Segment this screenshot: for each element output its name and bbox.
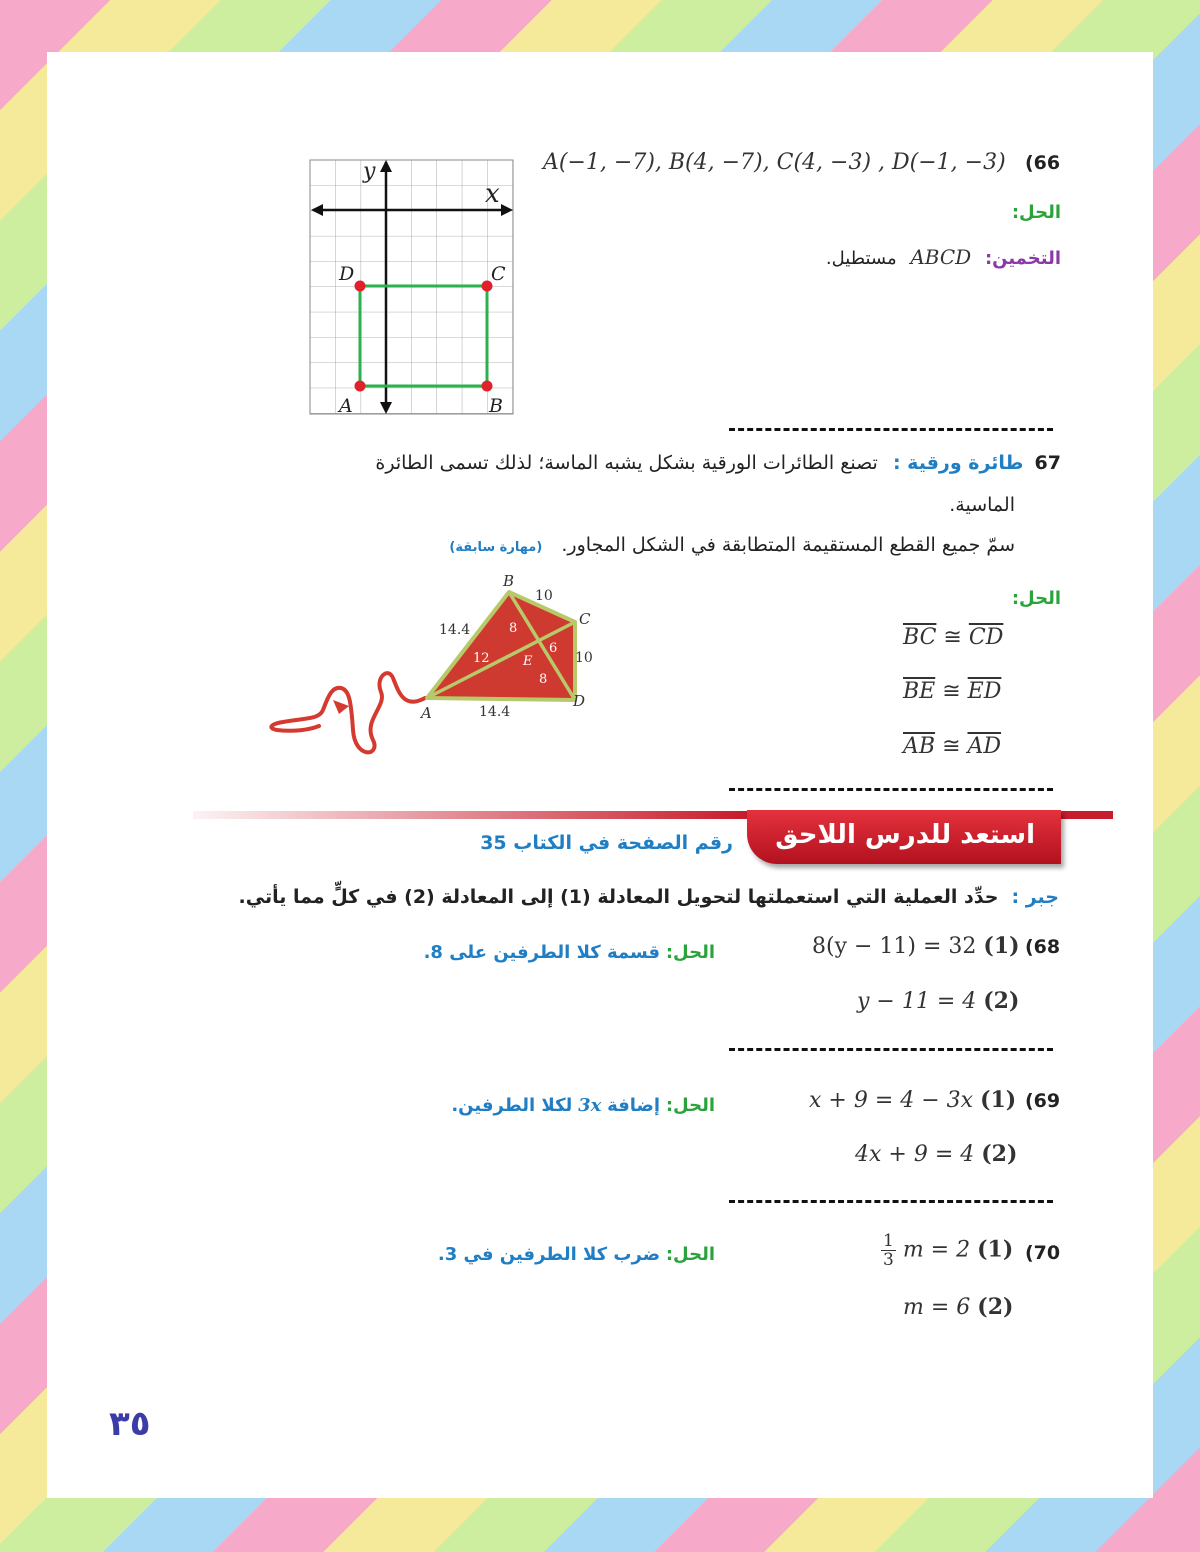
- q66-conjecture-var: ABCD: [910, 245, 972, 269]
- q67-answer-3: [903, 734, 1001, 759]
- point-b: [482, 381, 493, 392]
- answer-3-left: $\overline{AB}$: [903, 734, 936, 759]
- page-number: ٣٥: [109, 1404, 151, 1444]
- answer-1-right: $\overline{CD}$: [968, 625, 1004, 650]
- q66-conjecture: [826, 245, 1061, 269]
- intro-topic: جبر :: [1011, 886, 1059, 908]
- banner: [747, 810, 1061, 864]
- q69-solution-var: 3x: [578, 1095, 602, 1116]
- answer-2-right: $\overline{ED}$: [967, 679, 1002, 704]
- side-ad-length: 14.4: [479, 704, 511, 720]
- q69-eq2: [855, 1141, 1017, 1167]
- x-axis-label: x: [485, 179, 500, 209]
- document-page: [47, 52, 1153, 1498]
- q66-points: A(−1, −7), B(4, −7), C(4, −3) , D(−1, −3): [543, 150, 1006, 175]
- label-d: D: [339, 263, 355, 285]
- answer-1-symbol: ≅: [943, 625, 962, 650]
- q66-graph: [309, 158, 519, 418]
- q67-number: 67: [1034, 452, 1061, 474]
- kite-label-a: A: [421, 704, 432, 722]
- answer-3-symbol: ≅: [942, 734, 961, 759]
- q70-fraction: [881, 1232, 896, 1269]
- q67-solution-label: الحل:: [1011, 588, 1061, 609]
- coordinate-grid: [309, 158, 519, 418]
- q68-solution: [424, 942, 715, 963]
- segment-ae-length: 12: [473, 651, 490, 666]
- kite-tail: [271, 673, 425, 752]
- q69-eq2-expr: 4x + 9 = 4: [855, 1142, 975, 1167]
- divider: [729, 1048, 1053, 1051]
- side-ab-length: 14.4: [439, 622, 471, 638]
- q69-eq1-tag: (1): [980, 1087, 1017, 1113]
- kite-label-b: B: [503, 572, 515, 590]
- q70-eq2-tag: (2): [977, 1294, 1014, 1320]
- q70-eq1-tag: (1): [977, 1236, 1014, 1263]
- q67-skill-tag: (مهارة سابقة): [449, 540, 543, 555]
- q67-text-line1: تصنع الطائرات الورقية بشكل يشبه الماسة؛ لذلك تسمى الطائرة: [375, 452, 878, 474]
- kite-diagram: [263, 570, 613, 770]
- answer-3-right: $\overline{AD}$: [967, 734, 1002, 759]
- side-bc-length: 10: [535, 588, 553, 604]
- q70-solution-label: الحل:: [665, 1244, 715, 1265]
- q69-eq1: [809, 1087, 1016, 1113]
- kite-label-d: D: [573, 692, 586, 710]
- kite-figure: [263, 570, 613, 770]
- segment-ed-length: 8: [539, 672, 548, 687]
- q67-text-line2: الماسية.: [949, 494, 1015, 516]
- label-c: C: [491, 263, 506, 285]
- divider: [729, 428, 1053, 431]
- point-d: [355, 281, 366, 292]
- label-a: A: [339, 395, 353, 417]
- q67-answer-1: [903, 625, 1003, 650]
- intro-line: [239, 886, 1059, 908]
- segment-be-length: 8: [509, 621, 518, 636]
- q66-conjecture-text: مستطيل.: [825, 248, 897, 269]
- q68-solution-text: قسمة كلا الطرفين على 8.: [423, 942, 661, 963]
- q69-number: (69: [1025, 1090, 1061, 1112]
- q69-solution-label: الحل:: [665, 1095, 715, 1116]
- intro-text: حدِّد العملية التي استعملتها لتحويل المعادلة (1) إلى المعادلة (2) في كلٍّ مما يأتي.: [238, 886, 999, 908]
- q67-prompt: سمّ جميع القطع المستقيمة المتطابقة في الشكل المجاور.: [561, 534, 1015, 556]
- q70-number: (70: [1025, 1242, 1061, 1264]
- q68-eq2: [857, 988, 1019, 1014]
- q67-line1: [375, 452, 1061, 474]
- q70-eq2-expr: m = 6: [903, 1295, 971, 1320]
- kite-label-c: C: [579, 610, 591, 628]
- answer-2-left: $\overline{BE}$: [903, 679, 936, 704]
- q69-solution-post: لكلا الطرفين.: [451, 1095, 573, 1116]
- label-b: B: [489, 395, 503, 417]
- q66-number: (66: [1025, 152, 1061, 174]
- q70-frac-den: 3: [883, 1250, 894, 1270]
- banner-page-ref: رقم الصفحة في الكتاب 35: [480, 832, 733, 854]
- q70-frac-num: 1: [883, 1231, 894, 1251]
- divider: [729, 1200, 1053, 1203]
- q68-eq2-expr: y − 11 = 4: [857, 989, 977, 1014]
- divider: [729, 788, 1053, 791]
- q68-eq2-tag: (2): [983, 988, 1020, 1014]
- q69-eq1-expr: x + 9 = 4 − 3x: [809, 1088, 974, 1113]
- q70-eq1-expr: m = 2: [902, 1237, 971, 1263]
- q69-solution: [451, 1095, 715, 1116]
- q70-eq2: [903, 1294, 1013, 1320]
- q70-solution: [438, 1244, 715, 1265]
- q69-solution-pre: إضافة: [607, 1095, 661, 1116]
- q70-solution-text: ضرب كلا الطرفين في 3.: [437, 1244, 661, 1265]
- q66-solution-label: الحل:: [1011, 202, 1061, 223]
- q66-conjecture-label: التخمين:: [984, 248, 1061, 269]
- q68-eq1-tag: (1): [983, 933, 1020, 959]
- q68-number: (68: [1025, 936, 1061, 958]
- kite-label-e: E: [523, 654, 533, 669]
- q70-eq1: [881, 1232, 1013, 1269]
- segment-ec-length: 6: [549, 641, 558, 656]
- q68-eq1: [812, 933, 1020, 959]
- answer-2-symbol: ≅: [942, 679, 961, 704]
- answer-1-left: $\overline{BC}$: [903, 625, 937, 650]
- side-cd-length: 10: [575, 650, 593, 666]
- point-a: [355, 381, 366, 392]
- y-axis-label: y: [363, 159, 376, 184]
- q68-eq1-expr: 8(y − 11) = 32: [812, 934, 977, 959]
- q69-eq2-tag: (2): [981, 1141, 1018, 1167]
- q67-prompt-line: [449, 534, 1015, 556]
- q68-solution-label: الحل:: [665, 942, 715, 963]
- q67-answer-2: [903, 679, 1001, 704]
- q67-topic: طائرة ورقية :: [892, 452, 1024, 474]
- banner-title: استعد للدرس اللاحق: [775, 820, 1035, 850]
